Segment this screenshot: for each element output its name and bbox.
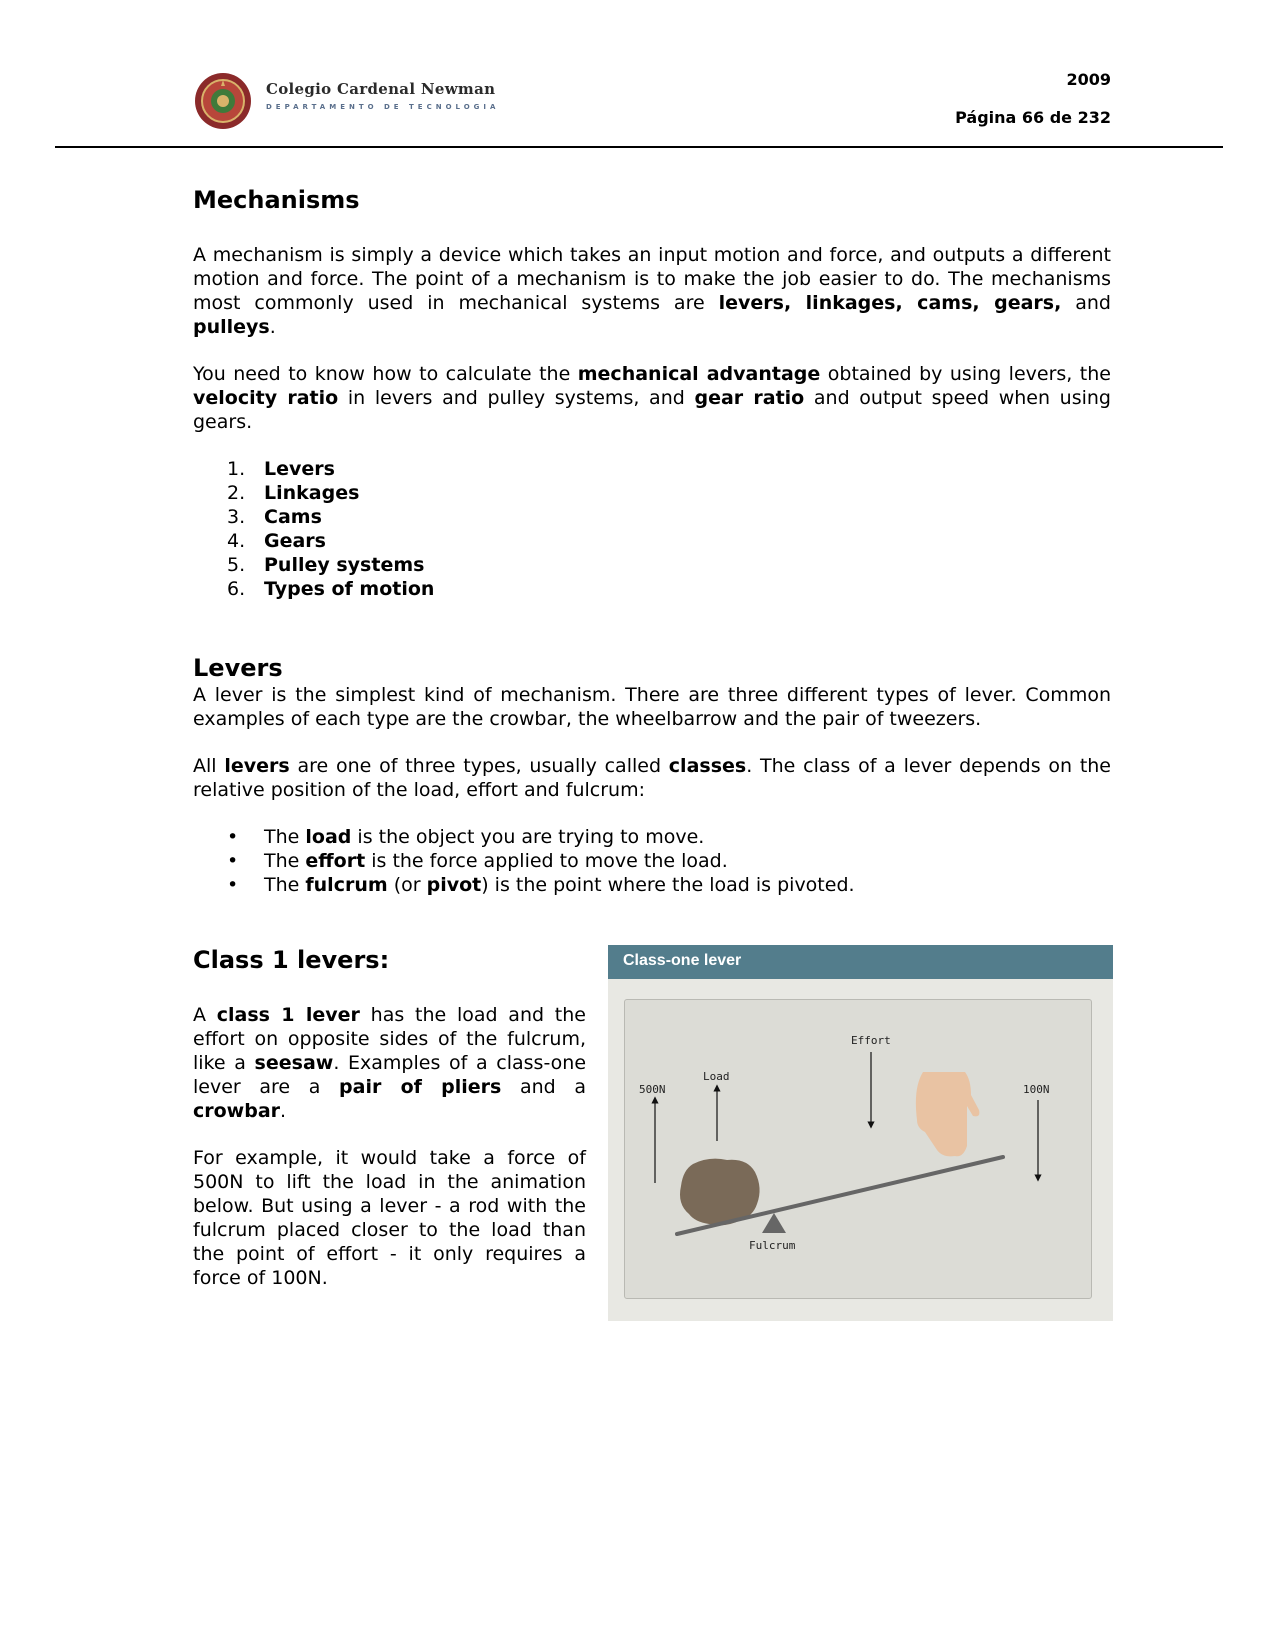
header-year: 2009 bbox=[1066, 70, 1111, 89]
lever-terms-list bbox=[193, 825, 855, 897]
list-item: 5. Pulley systems bbox=[227, 554, 425, 576]
list-item: • The load is the object you are trying to move. bbox=[227, 826, 705, 848]
school-crest-logo bbox=[194, 72, 252, 130]
section-title-mechanisms: Mechanisms bbox=[193, 186, 360, 214]
lever-diagram bbox=[625, 1000, 1091, 1298]
mechanisms-topic-list bbox=[193, 457, 434, 601]
header-divider bbox=[55, 146, 1223, 148]
label-fulcrum: Fulcrum bbox=[749, 1239, 796, 1252]
class1-example-paragraph: For example, it would take a force of 500N to lift the load in the animation below. But using a lever - a rod with the fulcrum placed closer to the load than the point of effort - it only requires a force of 100N. bbox=[193, 1147, 586, 1289]
mechanisms-intro-paragraph: A mechanism is simply a device which takes an input motion and force, and outputs a different motion and force. The point of a mechanism is to make the job easier to do. The mechanisms most commonly used in mechanical systems are levers, linkages, cams, gears, and pulleys. bbox=[193, 244, 1111, 338]
figure-title-bar bbox=[608, 945, 1113, 979]
class1-definition-paragraph: A class 1 lever has the load and the effort on opposite sides of the fulcrum, like a seesaw. Examples of a class-one lever are a pair of pliers and a crowbar. bbox=[193, 1004, 587, 1122]
list-item: • The fulcrum (or pivot) is the point where the load is pivoted. bbox=[227, 874, 855, 896]
list-item: 6. Types of motion bbox=[227, 578, 435, 600]
school-name: Colegio Cardenal Newman bbox=[266, 80, 496, 98]
levers-intro-paragraph: A lever is the simplest kind of mechanism. There are three different types of lever. Common examples of each type are the crowbar, the wheelbarrow and the pair of tweezers. bbox=[193, 684, 1111, 730]
section-title-levers: Levers bbox=[193, 654, 283, 682]
mechanisms-calc-paragraph: You need to know how to calculate the mechanical advantage obtained by using levers, the velocity ratio in levers and pulley systems, and gear ratio and output speed when using gears. bbox=[193, 363, 1111, 433]
figure-title: Class-one lever bbox=[623, 952, 742, 969]
class-one-lever-figure bbox=[608, 945, 1113, 1321]
fulcrum-triangle bbox=[762, 1213, 786, 1233]
page-number: Página 66 de 232 bbox=[955, 108, 1111, 127]
label-100n: 100N bbox=[1023, 1083, 1050, 1096]
list-item: 3. Cams bbox=[227, 506, 322, 528]
hand-icon bbox=[916, 1072, 980, 1156]
list-item: • The effort is the force applied to move the load. bbox=[227, 850, 728, 872]
list-item: 4. Gears bbox=[227, 530, 326, 552]
label-500n: 500N bbox=[639, 1083, 666, 1096]
figure-panel bbox=[624, 999, 1092, 1299]
label-load: Load bbox=[703, 1070, 730, 1083]
levers-classes-paragraph: All levers are one of three types, usually called classes. The class of a lever depends on the relative position of the load, effort and fulcrum: bbox=[193, 755, 1111, 801]
label-effort: Effort bbox=[851, 1034, 891, 1047]
section-title-class1-levers: Class 1 levers: bbox=[193, 946, 390, 974]
list-item: 1. Levers bbox=[227, 458, 335, 480]
list-item: 2. Linkages bbox=[227, 482, 360, 504]
department-name: DEPARTAMENTO DE TECNOLOGIA bbox=[266, 103, 500, 111]
